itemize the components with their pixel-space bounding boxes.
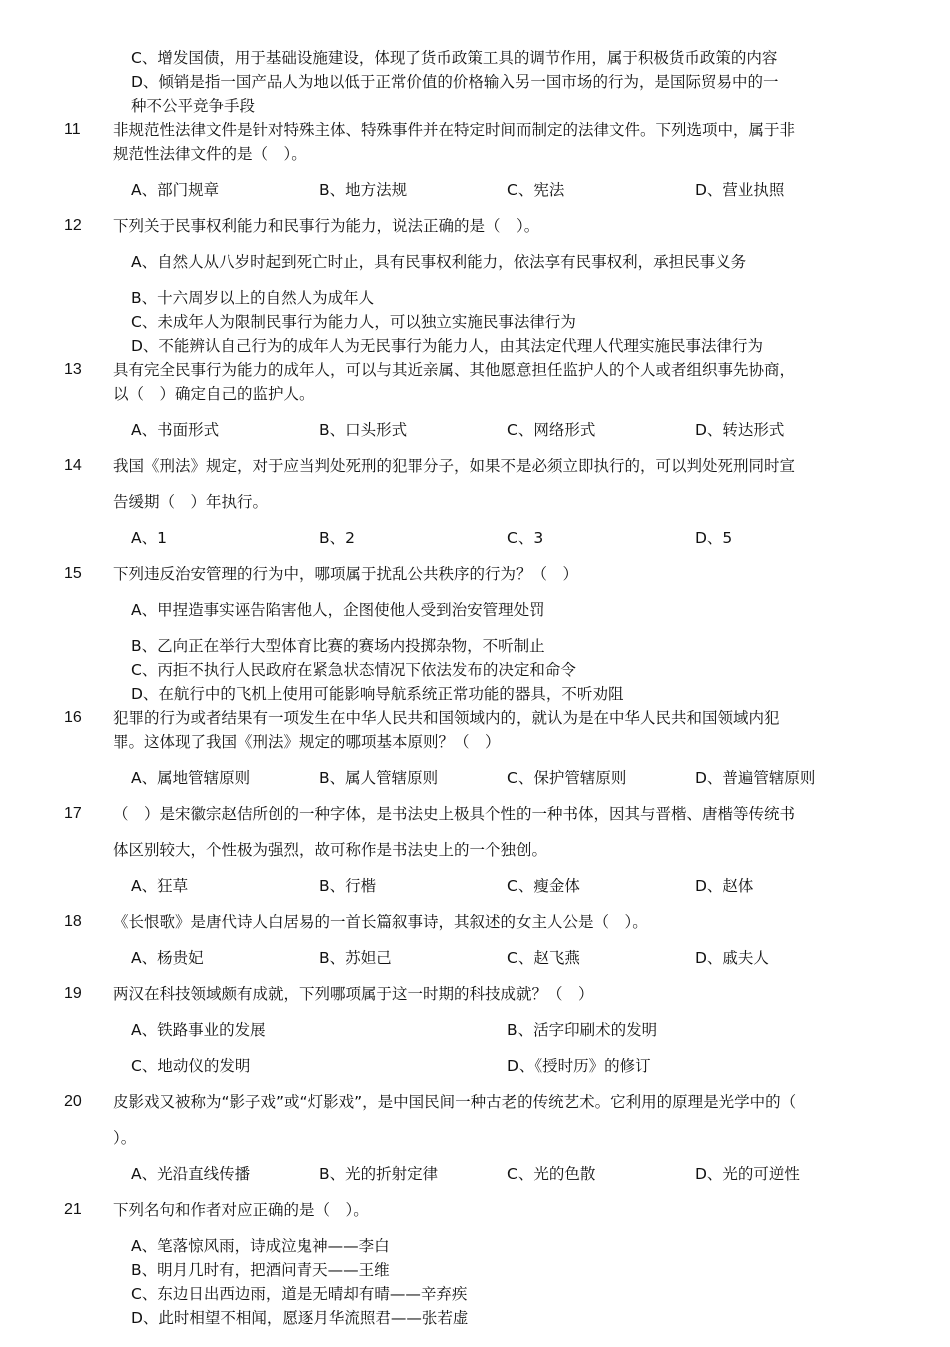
option-b: B、十六周岁以上的自然人为成年人	[131, 289, 375, 307]
option-c: C、保护管辖原则	[507, 769, 627, 787]
question-number: 12	[64, 217, 82, 234]
question-number: 13	[64, 361, 82, 378]
question-stem: 两汉在科技领域颇有成就，下列哪项属于这一时期的科技成就？（ ）	[113, 985, 594, 1003]
option-c: C、丙拒不执行人民政府在紧急状态情况下依法发布的决定和命令	[131, 661, 576, 679]
option-a: A、1	[131, 529, 167, 547]
option-b: B、乙向正在举行大型体育比赛的赛场内投掷杂物，不听制止	[131, 637, 545, 655]
option-b: B、属人管辖原则	[319, 769, 439, 787]
option-d: D、戚夫人	[695, 949, 769, 967]
option-c: C、未成年人为限制民事行为能力人，可以独立实施民事法律行为	[131, 313, 576, 331]
option-c: C、3	[507, 529, 544, 547]
option-b: B、行楷	[319, 877, 377, 895]
question-number: 21	[64, 1201, 82, 1218]
question-stem: 规范性法律文件的是（ ）。	[113, 145, 307, 163]
option-d: D、在航行中的飞机上使用可能影响导航系统正常功能的器具，不听劝阻	[131, 685, 624, 703]
option-d: D、转达形式	[695, 421, 785, 439]
option-d: D、此时相望不相闻，愿逐月华流照君——张若虚	[131, 1309, 469, 1327]
option-d: D、赵体	[695, 877, 754, 895]
option-d: D、不能辨认自己行为的成年人为无民事行为能力人，由其法定代理人代理实施民事法律行为	[131, 337, 763, 355]
q10-option-d: D、倾销是指一国产品人为地以低于正常价值的价格输入另一国市场的行为，是国际贸易中的一	[131, 73, 779, 91]
option-d: D、光的可逆性	[695, 1165, 800, 1183]
question-stem: 下列名句和作者对应正确的是（ ）。	[113, 1201, 369, 1219]
option-c: C、东边日出西边雨，道是无晴却有晴——辛弃疾	[131, 1285, 468, 1303]
option-a: A、书面形式	[131, 421, 220, 439]
question-stem: 告缓期（ ）年执行。	[113, 493, 269, 511]
option-c: C、网络形式	[507, 421, 596, 439]
option-a: A、属地管辖原则	[131, 769, 251, 787]
question-stem: 《长恨歌》是唐代诗人白居易的一首长篇叙事诗，其叙述的女主人公是（ ）。	[113, 913, 648, 931]
option-d: D、5	[695, 529, 733, 547]
question-stem: 下列违反治安管理的行为中，哪项属于扰乱公共秩序的行为？（ ）	[113, 565, 579, 583]
option-c: C、瘦金体	[507, 877, 580, 895]
option-a: A、甲捏造事实诬告陷害他人，企图使他人受到治安管理处罚	[131, 601, 545, 619]
question-number: 19	[64, 985, 82, 1002]
option-a: A、狂草	[131, 877, 189, 895]
question-number: 16	[64, 709, 82, 726]
option-a: A、部门规章	[131, 181, 220, 199]
option-b: B、地方法规	[319, 181, 408, 199]
option-b: B、活字印刷术的发明	[507, 1021, 658, 1039]
question-stem: 具有完全民事行为能力的成年人，可以与其近亲属、其他愿意担任监护人的个人或者组织事先协商，	[113, 361, 796, 379]
option-c: C、宪法	[507, 181, 565, 199]
option-b: B、口头形式	[319, 421, 408, 439]
question-stem: 非规范性法律文件是针对特殊主体、特殊事件并在特定时间而制定的法律文件。下列选项中，属于非	[113, 121, 796, 139]
question-number: 14	[64, 457, 82, 474]
question-stem: （ ）是宋徽宗赵佶所创的一种字体，是书法史上极具个性的一种书体，因其与晋楷、唐楷等传统书	[113, 805, 796, 823]
question-number: 20	[64, 1093, 82, 1110]
option-d: D、《授时历》的修订	[507, 1057, 651, 1075]
question-stem: 体区别较大，个性极为强烈，故可称作是书法史上的一个独创。	[113, 841, 548, 859]
question-number: 18	[64, 913, 82, 930]
option-c: C、地动仪的发明	[131, 1057, 251, 1075]
option-b: B、光的折射定律	[319, 1165, 439, 1183]
question-number: 15	[64, 565, 82, 582]
option-b: B、苏妲己	[319, 949, 392, 967]
question-stem: 以（ ）确定自己的监护人。	[113, 385, 315, 403]
option-a: A、杨贵妃	[131, 949, 204, 967]
question-number: 17	[64, 805, 82, 822]
option-a: A、光沿直线传播	[131, 1165, 251, 1183]
question-stem: 罪。这体现了我国《刑法》规定的哪项基本原则？（ ）	[113, 733, 501, 751]
option-c: C、赵飞燕	[507, 949, 580, 967]
question-number: 11	[64, 121, 81, 138]
option-a: A、自然人从八岁时起到死亡时止，具有民事权利能力，依法享有民事权利，承担民事义务	[131, 253, 747, 271]
question-stem: 犯罪的行为或者结果有一项发生在中华人民共和国领域内的，就认为是在中华人民共和国领域内犯	[113, 709, 780, 727]
option-d: D、普遍管辖原则	[695, 769, 816, 787]
option-a: A、铁路事业的发展	[131, 1021, 266, 1039]
option-c: C、光的色散	[507, 1165, 596, 1183]
q10-option-d-continued: 种不公平竞争手段	[131, 97, 256, 115]
question-stem: ）。	[113, 1129, 137, 1147]
option-b: B、明月几时有，把酒问青天——王维	[131, 1261, 390, 1279]
question-stem: 我国《刑法》规定，对于应当判处死刑的犯罪分子，如果不是必须立即执行的，可以判处死刑同时宣	[113, 457, 796, 475]
option-d: D、营业执照	[695, 181, 785, 199]
q10-option-c: C、增发国债，用于基础设施建设，体现了货币政策工具的调节作用，属于积极货币政策的内容	[131, 49, 778, 67]
option-b: B、2	[319, 529, 355, 547]
option-a: A、笔落惊风雨，诗成泣鬼神——李白	[131, 1237, 390, 1255]
question-stem: 皮影戏又被称为“影子戏”或“灯影戏”，是中国民间一种古老的传统艺术。它利用的原理是光学中的（	[113, 1093, 797, 1111]
question-stem: 下列关于民事权利能力和民事行为能力，说法正确的是（ ）。	[113, 217, 540, 235]
